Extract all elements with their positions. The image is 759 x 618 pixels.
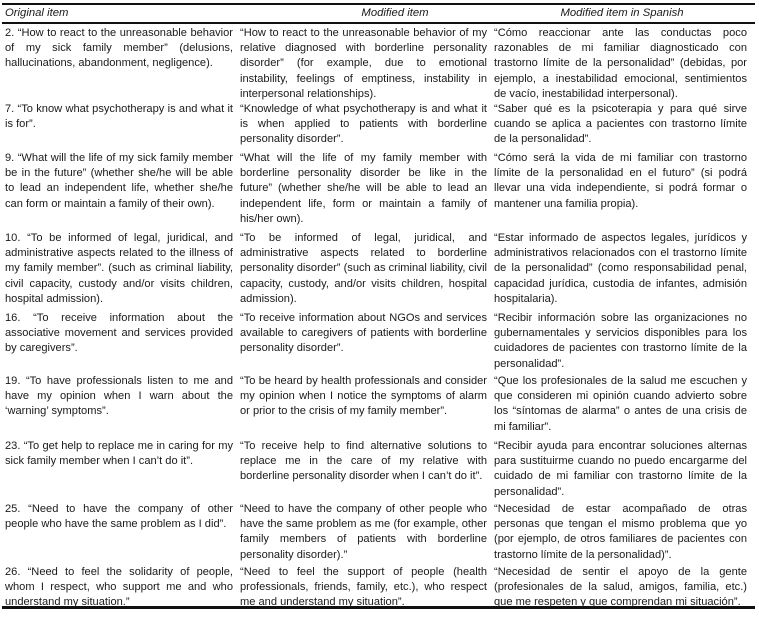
table-row [4, 565, 754, 613]
modified-item-cell: “To receive information about NGOs and services available to caregivers of patients with borderline personality disorder”. [240, 312, 487, 355]
modified-item-cell: “What will the life of my family member with borderline personality disorder be like in the future” (whether she/he will be able to lead an independent life, form or maintain a family of his/her own). [240, 152, 487, 225]
spanish-item-cell: “Necesidad de estar acompañado de otras personas que tengan el mismo problema que yo (por ejemplo, de otros familiares de pacientes con trastorno límite de la personalidad)”. [494, 503, 747, 561]
spanish-item-cell: “Cómo será la vida de mi familiar con trastorno límite de la personalidad en el futuro” (si podrá llevar una vida independiente, si podrá formar o mantener una familia propia). [494, 152, 747, 210]
original-item-cell: 26. “Need to feel the solidarity of people, whom I respect, who support me and who understand my situation.” [5, 566, 233, 609]
spanish-item-cell: “Cómo reaccionar ante las conductas poco razonables de mi familiar diagnosticado con trastorno límite de la personalidad” (debidas, por ejemplo, a inestabilidad emocional, sentimientos de vacío, inestabilidad interpersonal). [494, 27, 747, 100]
header-modified-item-spanish: Modified item in Spanish [560, 6, 684, 19]
modified-item-cell: “Knowledge of what psychotherapy is and what it is when applied to patients with borderline personality disorder”. [240, 103, 487, 146]
table-row [4, 231, 754, 311]
item-comparison-table [4, 5, 754, 613]
original-item-cell: 16. “To receive information about the associative movement and services provided by caregivers”. [5, 312, 233, 355]
original-item-cell: 7. “To know what psychotherapy is and what it is for”. [5, 103, 233, 131]
modified-item-cell: “To be heard by health professionals and consider my opinion when I notice the symptoms of alarm or prior to the crisis of my family member”. [240, 375, 487, 418]
original-item-cell: 19. “To have professionals listen to me and have my opinion when I warn about the ‘warning’ symptoms”. [5, 375, 233, 418]
spanish-item-cell: “Recibir información sobre las organizaciones no gubernamentales y servicios disponibles para los cuidadores de pacientes con trastorno límite de la personalidad”. [494, 312, 747, 370]
header-modified-item: Modified item [361, 6, 429, 19]
spanish-item-cell: “Estar informado de aspectos legales, jurídicos y administrativos relacionados con el trastorno límite de la personalidad” (como responsabilidad penal, capacidad jurídica, custodia de infantes, admisión hospitalaria). [494, 232, 747, 305]
original-item-cell: 25. “Need to have the company of other people who have the same problem as I did”. [5, 503, 233, 531]
original-item-cell: 2. “How to react to the unreasonable behavior of my sick family member” (delusions, hallucinations, abandonment, negligence). [5, 27, 233, 70]
table-header [4, 5, 754, 22]
modified-item-cell: “How to react to the unreasonable behavior of my relative diagnosed with borderline personality disorder” (for example, due to emotional instability, feelings of emptiness, instability in interpersonal relationships). [240, 27, 487, 100]
modified-item-cell: “To receive help to find alternative solutions to replace me in the care of my relative with borderline personality disorder when I can’t do it”. [240, 440, 487, 483]
spanish-item-cell: “Saber qué es la psicoterapia y para qué sirve cuando se aplica a pacientes con trastorno límite de la personalidad”. [494, 103, 747, 146]
table-row [4, 439, 754, 502]
original-item-cell: 10. “To be informed of legal, juridical, and administrative aspects related to the illness of my family member”. (such as criminal liability, civil capacity, custody and/or visits children, hospital admission). [5, 232, 233, 305]
table-row [4, 151, 754, 231]
original-item-cell: 23. “To get help to replace me in caring for my sick family member when I can’t do it”. [5, 440, 233, 468]
table-row [4, 22, 754, 102]
modified-item-cell: “Need to have the company of other people who have the same problem as me (for example, other family members of patients with borderline personality disorder).” [240, 503, 487, 561]
table-row [4, 102, 754, 151]
original-item-cell: 9. “What will the life of my sick family member be in the future” (whether she/he will be able to lead an independent life, whether she/he can form or maintain a family of their own). [5, 152, 233, 210]
header-original-item: Original item [5, 6, 69, 19]
modified-item-cell: “To be informed of legal, juridical, and administrative aspects related to borderline personality disorder” (such as criminal liability, civil capacity, custody, and/or visits children, hospital admission). [240, 232, 488, 305]
spanish-item-cell: “Que los profesionales de la salud me escuchen y que consideren mi opinión cuando advierto sobre los “síntomas de alarma” o antes de una crisis de mi familiar”. [494, 375, 747, 433]
spanish-item-cell: “Necesidad de sentir el apoyo de la gente (profesionales de la salud, amigos, familia, etc.) que me respeten y que comprendan mi situación”. [494, 566, 747, 609]
table-row [4, 502, 754, 565]
spanish-item-cell: “Recibir ayuda para encontrar soluciones alternas para sustituirme cuando no puedo encargarme del cuidado de mi familiar con trastorno límite de la personalidad”. [494, 440, 747, 498]
modified-item-cell: “Need to feel the support of people (health professionals, friends, family, etc.), who respect me and understand my situation”. [240, 566, 487, 609]
table-row [4, 374, 754, 439]
table-row [4, 311, 754, 374]
